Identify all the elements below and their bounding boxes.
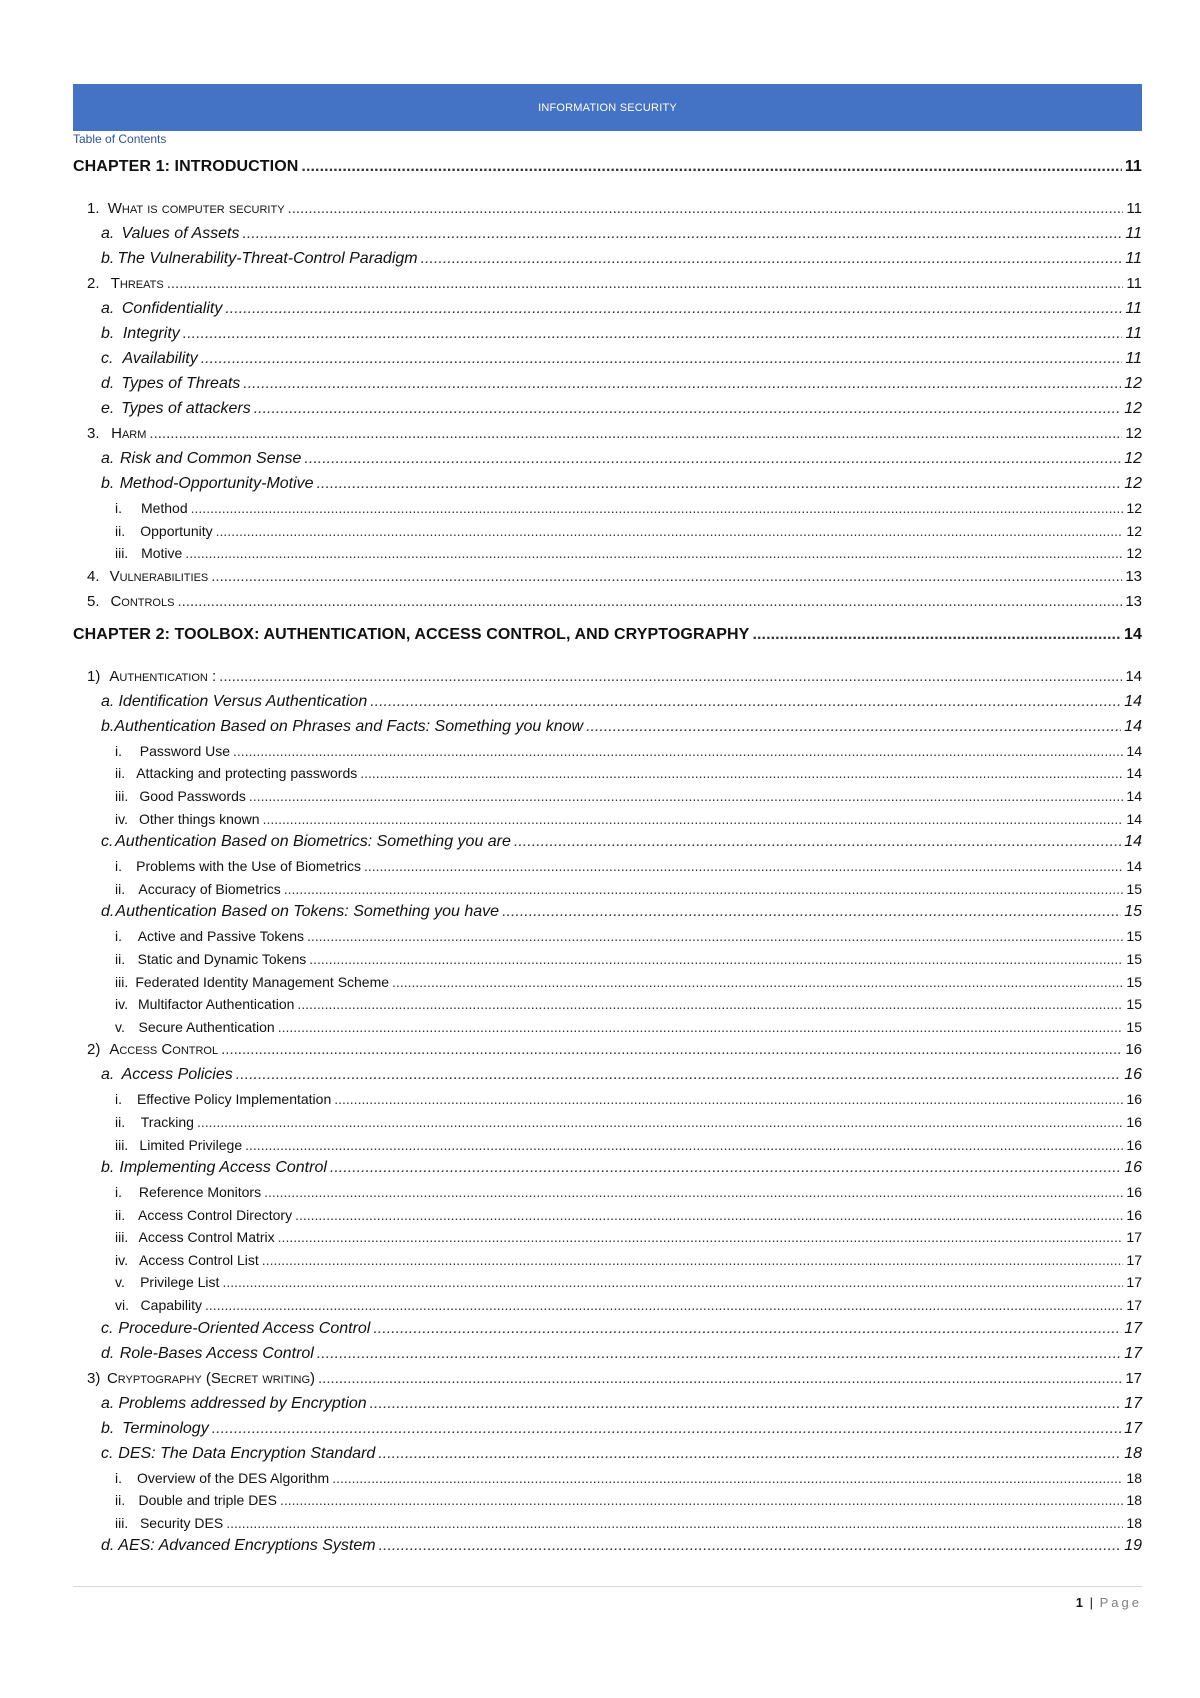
toc-entry-number: 2. <box>87 275 100 292</box>
toc-entry-number: b. <box>101 717 115 735</box>
toc-entry-title: AES: Advanced Encryptions System <box>118 1537 376 1555</box>
toc-dot-leader <box>309 951 1123 967</box>
toc-entry-title: Other things known <box>138 810 260 827</box>
toc-entry[interactable] <box>73 788 1142 811</box>
toc-entry[interactable] <box>73 1274 1142 1297</box>
toc-entry[interactable] <box>73 928 1142 951</box>
toc-dot-leader <box>222 1274 1123 1290</box>
toc-entry-number: 1. <box>87 200 100 217</box>
toc-dot-leader <box>225 300 1122 318</box>
document-header-title: INFORMATION SECURITY <box>538 101 677 114</box>
toc-entry[interactable] <box>73 1537 1142 1562</box>
toc-dot-leader <box>236 1066 1121 1084</box>
toc-entry-number: a. <box>101 1394 115 1412</box>
toc-entry-number: b. <box>101 1419 115 1437</box>
toc-entry[interactable] <box>73 1492 1142 1515</box>
toc-entry-title: Tracking <box>140 1113 194 1130</box>
toc-entry-page: 18 <box>1126 1492 1142 1509</box>
toc-dot-leader <box>373 1320 1121 1338</box>
toc-entry-page: 15 <box>1126 928 1142 945</box>
toc-entry[interactable] <box>73 858 1142 881</box>
toc-entry-page: 12 <box>1124 400 1142 417</box>
toc-dot-leader <box>370 1395 1122 1413</box>
toc-entry-title: Method-Opportunity-Motive <box>119 475 314 492</box>
toc-dot-leader <box>392 974 1123 990</box>
toc-entry[interactable] <box>73 425 1142 450</box>
toc-dot-leader <box>295 1207 1123 1223</box>
toc-entry-number: b. <box>101 250 115 267</box>
page-footer <box>1076 1595 1142 1610</box>
toc-entry-page: 16 <box>1126 1091 1142 1108</box>
toc-dot-leader <box>280 1492 1123 1508</box>
toc-entry-title: Integrity <box>122 325 180 342</box>
toc-entry-title: Confidentiality <box>121 300 223 317</box>
toc-entry[interactable] <box>73 250 1142 275</box>
toc-entry-title: CHAPTER 2: TOOLBOX: AUTHENTICATION, ACCESS CONTROL, AND CRYPTOGRAPHY <box>73 625 750 643</box>
toc-dot-leader <box>262 1252 1124 1268</box>
toc-entry-title: Motive <box>141 545 183 562</box>
toc-entry-page: 14 <box>1126 858 1142 875</box>
toc-entry[interactable] <box>73 718 1142 743</box>
toc-entry-page: 11 <box>1125 300 1142 317</box>
toc-entry[interactable] <box>73 568 1142 593</box>
toc-entry[interactable] <box>73 996 1142 1019</box>
toc-entry-number: ii. <box>115 1113 126 1130</box>
toc-entry-number: iii. <box>115 973 129 990</box>
toc-dot-leader <box>421 250 1123 268</box>
toc-entry-page: 14 <box>1124 717 1142 735</box>
toc-entry[interactable] <box>73 500 1142 523</box>
toc-entry-page: 14 <box>1125 667 1142 685</box>
toc-dot-leader <box>167 275 1124 292</box>
toc-dot-leader <box>297 996 1123 1012</box>
toc-entry-title: Authentication Based on Tokens: Something you have <box>115 903 500 921</box>
toc-entry-number: i. <box>115 858 122 875</box>
toc-entry-title: Federated Identity Management Scheme <box>135 973 390 990</box>
toc-entry-number: c. <box>101 1319 114 1337</box>
toc-entry-number: 2) <box>87 1041 101 1059</box>
toc-entry-title: Vulnerabilities <box>109 567 209 585</box>
footer-divider <box>73 1586 1142 1587</box>
toc-dot-leader <box>185 545 1123 561</box>
toc-entry-number: d. <box>101 1344 115 1362</box>
toc-entry-page: 11 <box>1125 325 1142 342</box>
toc-dot-leader <box>378 1445 1121 1463</box>
toc-entry-page: 12 <box>1124 475 1142 492</box>
toc-entry-title: Authentication Based on Phrases and Facts: Something you know <box>114 717 584 735</box>
toc-entry-title: Effective Policy Implementation <box>136 1091 332 1108</box>
toc-entry-page: 17 <box>1124 1344 1142 1362</box>
toc-entry-page: 15 <box>1126 973 1142 990</box>
toc-entry-title: Access Control <box>109 1041 219 1059</box>
toc-entry[interactable] <box>73 1019 1142 1042</box>
toc-entry[interactable] <box>73 350 1142 375</box>
toc-entry-page: 11 <box>1125 350 1142 367</box>
toc-entry[interactable] <box>73 951 1142 974</box>
toc-entry-number: i. <box>115 1469 122 1486</box>
toc-dot-leader <box>264 1184 1123 1200</box>
toc-entry[interactable] <box>73 743 1142 766</box>
toc-entry-number: ii. <box>115 522 126 539</box>
toc-entry[interactable] <box>73 1184 1142 1207</box>
toc-entry-title: Access Policies <box>121 1066 233 1084</box>
toc-entry-page: 16 <box>1126 1184 1142 1201</box>
toc-chapter-entry[interactable] <box>73 626 1142 656</box>
toc-entry-title: Role-Bases Access Control <box>119 1344 314 1362</box>
toc-entry-number: iv. <box>115 996 128 1013</box>
table-of-contents <box>73 158 1142 1562</box>
toc-dot-leader <box>502 903 1121 921</box>
toc-entry[interactable] <box>73 1041 1142 1066</box>
toc-entry[interactable] <box>73 450 1142 475</box>
toc-entry-number: ii. <box>115 880 126 897</box>
toc-entry-number: 1) <box>87 667 101 685</box>
toc-entry-title: Cryptography (Secret writing) <box>106 1369 316 1387</box>
toc-entry[interactable] <box>73 593 1142 618</box>
toc-entry-page: 17 <box>1125 1369 1142 1387</box>
toc-entry[interactable] <box>73 275 1142 300</box>
toc-entry-title: Static and Dynamic Tokens <box>137 950 307 967</box>
toc-entry-number: ii. <box>115 1492 126 1509</box>
toc-dot-leader <box>212 1420 1122 1438</box>
toc-dot-leader <box>304 450 1121 468</box>
toc-entry-page: 12 <box>1125 425 1142 442</box>
footer-separator: | <box>1089 1595 1093 1610</box>
toc-entry-number: i. <box>115 742 122 759</box>
toc-entry-title: Access Control Directory <box>138 1206 293 1223</box>
toc-entry-title: Harm <box>111 425 147 442</box>
toc-dot-leader <box>211 568 1122 585</box>
toc-entry[interactable] <box>73 1207 1142 1230</box>
toc-entry[interactable] <box>73 1159 1142 1184</box>
toc-entry-page: 15 <box>1126 950 1142 967</box>
toc-entry[interactable] <box>73 325 1142 350</box>
toc-entry-number: a. <box>101 1066 115 1084</box>
toc-entry-number: d. <box>101 1537 115 1555</box>
toc-dot-leader <box>278 1019 1124 1035</box>
toc-dot-leader <box>586 718 1121 736</box>
toc-entry-number: iv. <box>115 1251 128 1268</box>
toc-entry-page: 17 <box>1126 1251 1142 1268</box>
toc-entry-number: e. <box>101 400 115 417</box>
toc-entry-number: c. <box>101 1444 114 1462</box>
toc-entry-number: ii. <box>115 765 126 782</box>
toc-entry-page: 14 <box>1126 765 1142 782</box>
toc-entry-number: i. <box>115 928 122 945</box>
toc-entry[interactable] <box>73 1066 1142 1091</box>
toc-entry-page: 11 <box>1126 200 1142 217</box>
toc-entry-title: Types of Threats <box>121 375 241 392</box>
toc-entry-title: Method <box>140 500 188 516</box>
header-band <box>73 84 1142 131</box>
toc-entry-title: Double and triple DES <box>138 1492 277 1509</box>
toc-entry-title: Multifactor Authentication <box>137 996 295 1013</box>
toc-entry-title: Authentication : <box>109 667 217 685</box>
toc-entry-title: CHAPTER 1: INTRODUCTION <box>73 158 299 175</box>
toc-dot-leader <box>307 928 1123 944</box>
toc-entry-title: Overview of the DES Algorithm <box>137 1469 330 1486</box>
toc-dot-leader <box>201 350 1123 368</box>
toc-entry-title: Access Control List <box>138 1251 259 1268</box>
toc-entry-page: 13 <box>1125 592 1142 610</box>
toc-entry-page: 15 <box>1126 996 1142 1013</box>
toc-dot-leader <box>288 200 1124 217</box>
toc-entry[interactable] <box>73 1114 1142 1137</box>
toc-entry-number: 3. <box>87 425 100 442</box>
toc-entry-title: Good Passwords <box>139 787 246 804</box>
toc-entry-page: 16 <box>1124 1066 1142 1084</box>
toc-entry-title: Values of Assets <box>121 225 240 242</box>
toc-dot-leader <box>330 1159 1121 1177</box>
toc-entry-title: Access Control Matrix <box>138 1229 275 1246</box>
toc-entry-title: Limited Privilege <box>139 1136 243 1153</box>
toc-entry-page: 14 <box>1126 742 1142 759</box>
toc-entry[interactable] <box>73 1345 1142 1370</box>
toc-dot-leader <box>254 400 1122 418</box>
toc-entry-number: iii. <box>115 1514 129 1531</box>
toc-entry-page: 16 <box>1124 1159 1142 1177</box>
toc-entry[interactable] <box>73 400 1142 425</box>
toc-entry-page: 17 <box>1124 1394 1142 1412</box>
toc-entry[interactable] <box>73 225 1142 250</box>
toc-dot-leader <box>360 765 1123 781</box>
toc-chapter-entry[interactable] <box>73 158 1142 188</box>
toc-entry[interactable] <box>73 375 1142 400</box>
toc-entry-title: Active and Passive Tokens <box>137 928 304 945</box>
toc-entry-page: 15 <box>1126 880 1142 897</box>
toc-entry-title: The Vulnerability-Threat-Control Paradigm <box>117 250 418 267</box>
toc-entry-page: 11 <box>1125 250 1142 267</box>
toc-entry-page: 11 <box>1124 158 1142 175</box>
toc-entry[interactable] <box>73 811 1142 834</box>
toc-entry-number: iv. <box>115 810 128 827</box>
toc-entry[interactable] <box>73 903 1142 928</box>
page-label: Page <box>1099 1595 1142 1610</box>
toc-dot-leader <box>219 668 1122 685</box>
toc-dot-leader <box>752 626 1121 644</box>
toc-entry-page: 14 <box>1124 833 1142 851</box>
toc-entry-page: 17 <box>1126 1297 1142 1314</box>
toc-entry-page: 18 <box>1126 1514 1142 1531</box>
toc-entry[interactable] <box>73 1252 1142 1275</box>
toc-entry-number: i. <box>115 1184 122 1201</box>
toc-dot-leader <box>149 425 1122 442</box>
toc-heading: Table of Contents <box>73 132 167 146</box>
toc-entry-page: 17 <box>1126 1274 1142 1291</box>
toc-entry[interactable] <box>73 1445 1142 1470</box>
toc-entry-title: Privilege List <box>140 1274 220 1291</box>
page-number: 1 <box>1075 1595 1083 1610</box>
toc-dot-leader <box>205 1297 1123 1313</box>
toc-entry-title: What is computer security <box>107 200 285 217</box>
toc-entry-number: 3) <box>87 1369 101 1387</box>
toc-dot-leader <box>514 833 1121 851</box>
toc-entry-page: 14 <box>1124 692 1142 710</box>
toc-entry-number: b. <box>101 475 115 492</box>
toc-dot-leader <box>243 375 1121 393</box>
toc-dot-leader <box>364 858 1123 874</box>
toc-entry-page: 12 <box>1126 545 1142 562</box>
toc-entry-title: Implementing Access Control <box>119 1159 327 1177</box>
toc-entry-number: c. <box>101 833 114 851</box>
toc-entry-page: 16 <box>1126 1136 1142 1153</box>
toc-entry-title: Problems addressed by Encryption <box>118 1394 367 1412</box>
toc-entry-number: d. <box>101 903 115 921</box>
toc-entry[interactable] <box>73 881 1142 904</box>
toc-entry-title: Identification Versus Authentication <box>118 692 368 710</box>
toc-dot-leader <box>284 881 1124 897</box>
toc-entry-page: 17 <box>1124 1419 1142 1437</box>
toc-entry[interactable] <box>73 765 1142 788</box>
toc-dot-leader <box>334 1091 1123 1107</box>
toc-dot-leader <box>301 158 1121 176</box>
toc-entry[interactable] <box>73 475 1142 500</box>
toc-entry[interactable] <box>73 1515 1142 1538</box>
toc-dot-leader <box>221 1041 1122 1058</box>
toc-entry-number: v. <box>115 1018 125 1035</box>
toc-entry-title: Risk and Common Sense <box>120 450 302 467</box>
toc-entry-title: Terminology <box>122 1419 209 1437</box>
toc-entry-page: 12 <box>1124 375 1142 392</box>
toc-entry-number: vi. <box>115 1297 129 1314</box>
toc-entry[interactable] <box>73 200 1142 225</box>
toc-entry-number: i. <box>115 500 122 516</box>
toc-dot-leader <box>249 788 1124 804</box>
toc-entry-title: Procedure-Oriented Access Control <box>118 1319 371 1337</box>
toc-entry-title: Secure Authentication <box>138 1018 275 1035</box>
toc-entry-page: 19 <box>1124 1537 1142 1555</box>
toc-entry-number: a. <box>101 300 115 317</box>
toc-entry-page: 12 <box>1126 522 1142 539</box>
toc-entry[interactable] <box>73 1395 1142 1420</box>
toc-entry-title: Authentication Based on Biometrics: Something you are <box>115 833 511 851</box>
toc-entry-page: 18 <box>1126 1469 1142 1486</box>
toc-entry[interactable] <box>73 1470 1142 1493</box>
toc-entry-title: Types of attackers <box>121 400 251 417</box>
toc-entry[interactable] <box>73 1137 1142 1160</box>
toc-entry[interactable] <box>73 300 1142 325</box>
toc-entry-page: 13 <box>1125 567 1142 585</box>
toc-entry-title: Problems with the Use of Biometrics <box>136 858 361 875</box>
toc-entry-number: d. <box>101 375 115 392</box>
toc-entry-page: 18 <box>1124 1444 1142 1462</box>
toc-entry-page: 16 <box>1126 1113 1142 1130</box>
toc-entry-number: v. <box>115 1274 125 1291</box>
toc-entry-title: DES: The Data Encryption Standard <box>118 1444 376 1462</box>
toc-dot-leader <box>317 1345 1121 1363</box>
toc-entry-page: 12 <box>1124 450 1142 467</box>
toc-entry-number: i. <box>115 1091 122 1108</box>
toc-entry-number: a. <box>101 692 115 710</box>
toc-dot-leader <box>226 1515 1123 1531</box>
toc-entry-page: 17 <box>1124 1319 1142 1337</box>
toc-entry-page: 16 <box>1126 1206 1142 1223</box>
toc-dot-leader <box>242 225 1122 243</box>
toc-dot-leader <box>278 1229 1124 1245</box>
toc-entry[interactable] <box>73 668 1142 693</box>
toc-entry-number: 5. <box>87 592 100 610</box>
toc-dot-leader <box>191 500 1124 516</box>
toc-dot-leader <box>197 1114 1123 1130</box>
toc-entry[interactable] <box>73 545 1142 568</box>
toc-entry-title: Security DES <box>139 1514 224 1531</box>
toc-entry-number: a. <box>101 450 115 467</box>
toc-entry-number: b. <box>101 325 115 342</box>
toc-entry-number: iii. <box>115 1229 129 1246</box>
toc-dot-leader <box>245 1137 1123 1153</box>
toc-entry-title: Controls <box>110 592 175 610</box>
toc-entry-title: Reference Monitors <box>138 1184 262 1201</box>
toc-entry-page: 11 <box>1125 225 1142 242</box>
toc-dot-leader <box>263 811 1124 827</box>
toc-entry[interactable] <box>73 1320 1142 1345</box>
toc-entry-page: 14 <box>1124 625 1142 643</box>
toc-entry-page: 15 <box>1124 903 1142 921</box>
toc-entry[interactable] <box>73 1091 1142 1114</box>
toc-entry[interactable] <box>73 833 1142 858</box>
toc-entry[interactable] <box>73 693 1142 718</box>
toc-entry-title: Threats <box>110 275 164 292</box>
toc-entry[interactable] <box>73 1229 1142 1252</box>
toc-entry-title: Opportunity <box>140 522 213 539</box>
toc-entry-number: 4. <box>87 567 100 585</box>
toc-dot-leader <box>370 693 1121 711</box>
toc-entry-number: a. <box>101 225 115 242</box>
toc-entry-title: Password Use <box>139 742 231 759</box>
toc-entry-title: Availability <box>122 350 198 367</box>
toc-entry-page: 14 <box>1126 787 1142 804</box>
toc-dot-leader <box>332 1470 1123 1486</box>
toc-entry-title: Capability <box>140 1297 203 1314</box>
toc-entry-page: 14 <box>1126 810 1142 827</box>
toc-dot-leader <box>177 593 1122 610</box>
toc-entry-number: iii. <box>115 787 129 804</box>
toc-entry-page: 17 <box>1126 1229 1142 1246</box>
toc-dot-leader <box>379 1537 1122 1555</box>
toc-entry[interactable] <box>73 1370 1142 1395</box>
toc-entry-title: Attacking and protecting passwords <box>136 765 358 782</box>
toc-dot-leader <box>216 523 1124 539</box>
toc-entry[interactable] <box>73 1420 1142 1445</box>
toc-dot-leader <box>183 325 1123 343</box>
toc-entry-page: 16 <box>1125 1041 1142 1059</box>
toc-entry[interactable] <box>73 974 1142 997</box>
toc-entry-page: 12 <box>1126 500 1142 516</box>
toc-entry-page: 11 <box>1126 275 1142 292</box>
toc-entry-number: iii. <box>115 545 129 562</box>
toc-entry-number: c. <box>101 350 114 367</box>
toc-entry-page: 15 <box>1126 1018 1142 1035</box>
toc-dot-leader <box>233 743 1123 759</box>
toc-entry[interactable] <box>73 1297 1142 1320</box>
toc-entry-number: b. <box>101 1159 115 1177</box>
toc-entry-number: iii. <box>115 1136 129 1153</box>
toc-entry-number: ii. <box>115 950 126 967</box>
toc-entry[interactable] <box>73 523 1142 546</box>
toc-entry-title: Accuracy of Biometrics <box>138 880 281 897</box>
toc-entry-number: ii. <box>115 1206 126 1223</box>
toc-dot-leader <box>318 1370 1122 1387</box>
toc-dot-leader <box>317 475 1122 493</box>
